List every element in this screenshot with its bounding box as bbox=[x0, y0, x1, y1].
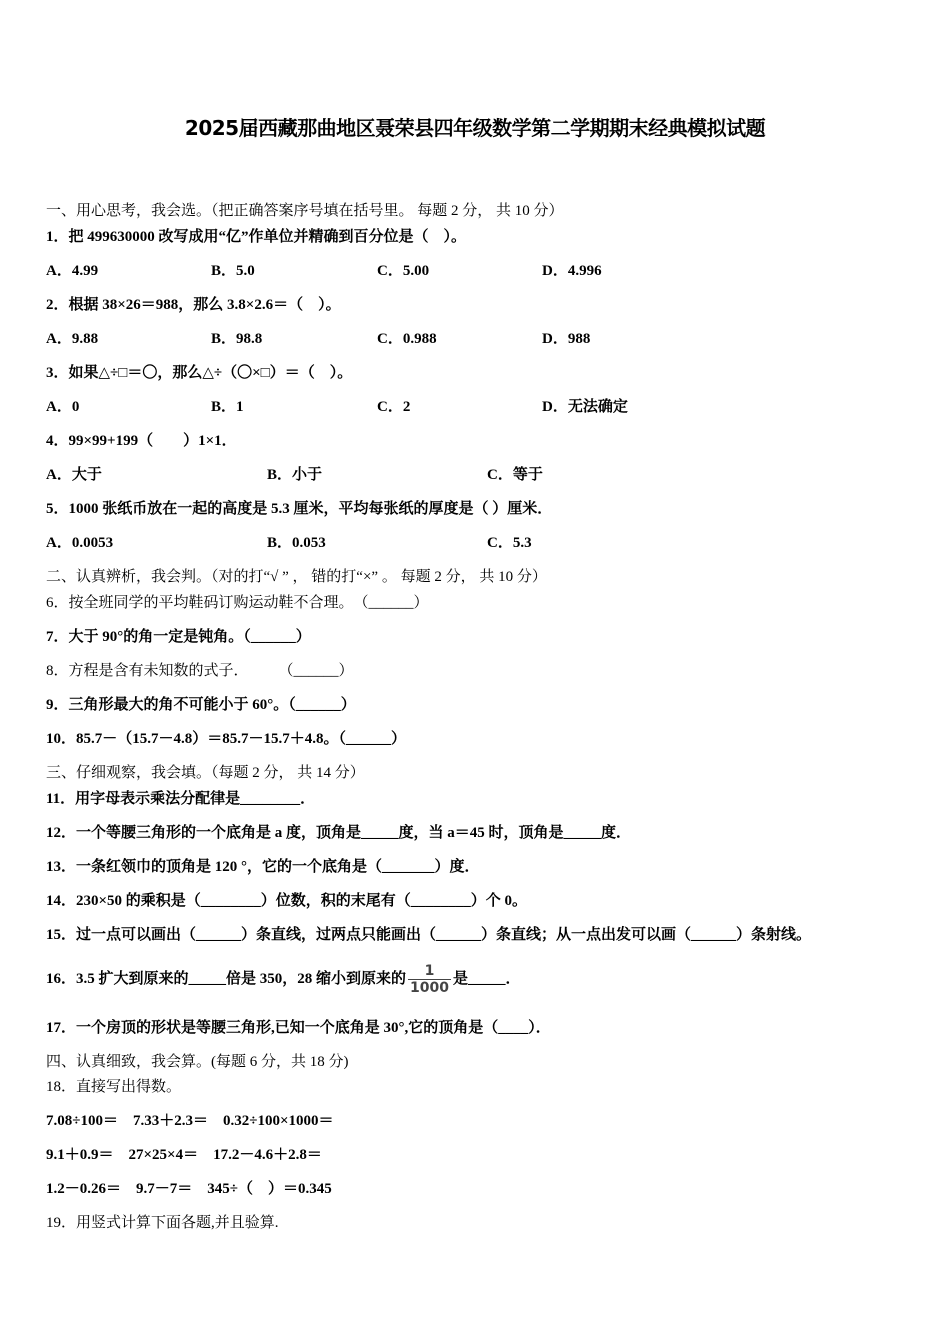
section-3-heading: 三、仔细观察，我会填。（每题 2 分， 共 14 分） bbox=[46, 765, 365, 781]
question-5: 5．1000 张纸币放在一起的高度是 5.3 厘米，平均每张纸的厚度是（ ）厘米． bbox=[46, 501, 553, 517]
question-16 bbox=[46, 961, 521, 997]
question-1: 1．把 499630000 改写成用“亿”作单位并精确到百分位是（ ）。 bbox=[46, 229, 467, 245]
question-7: 7．大于 90°的角一定是钝角。（______） bbox=[46, 629, 311, 645]
q2-option-c: C．0.988 bbox=[377, 331, 437, 347]
q1-option-c: C．5.00 bbox=[377, 263, 430, 279]
calc-row-3: 1.2－0.26＝ 9.7－7＝ 345÷（ ）＝0.345 bbox=[46, 1181, 332, 1197]
question-10: 10．85.7－（15.7－4.8）＝85.7－15.7＋4.8。（______） bbox=[46, 731, 407, 747]
q3-option-a: A．0 bbox=[46, 399, 80, 415]
question-4: 4．99×99+199（ ）1×1． bbox=[46, 433, 237, 449]
q2-option-b: B．98.8 bbox=[211, 331, 263, 347]
q5-option-a: A．0.0053 bbox=[46, 535, 114, 551]
calc-row-1: 7.08÷100＝ 7.33＋2.3＝ 0.32÷100×1000＝ bbox=[46, 1113, 334, 1129]
question-17: 17．一个房顶的形状是等腰三角形,已知一个底角是 30°,它的顶角是（____）． bbox=[46, 1020, 551, 1036]
question-9: 9．三角形最大的角不可能小于 60°。（______） bbox=[46, 697, 356, 713]
q5-option-c: C．5.3 bbox=[487, 535, 532, 551]
section-1-heading: 一、用心思考，我会选。（把正确答案序号填在括号里。 每题 2 分， 共 10 分） bbox=[46, 203, 564, 219]
fraction-numerator: 1 bbox=[408, 963, 451, 980]
q1-option-b: B．5.0 bbox=[211, 263, 255, 279]
section-2-heading: 二、认真辨析，我会判。（对的打“√ ” ， 错的打“×” 。 每题 2 分， 共 10 分） bbox=[46, 569, 547, 585]
question-12: 12．一个等腰三角形的一个底角是 a 度，顶角是_____度，当 a＝45 时，顶角是_____度． bbox=[46, 825, 632, 841]
q2-option-d: D．988 bbox=[542, 331, 591, 347]
q4-option-c: C．等于 bbox=[487, 467, 543, 483]
question-19: 19．用竖式计算下面各题,并且验算. bbox=[46, 1215, 279, 1231]
q2-option-a: A．9.88 bbox=[46, 331, 99, 347]
q4-option-b: B．小于 bbox=[267, 467, 323, 483]
question-13: 13．一条红领巾的顶角是 120 °，它的一个底角是（_______）度． bbox=[46, 859, 480, 875]
q5-option-b: B．0.053 bbox=[267, 535, 326, 551]
q4-option-a: A．大于 bbox=[46, 467, 102, 483]
question-8: 8．方程是含有未知数的式子． （______） bbox=[46, 663, 354, 679]
question-6: 6．按全班同学的平均鞋码订购运动鞋不合理。 （______） bbox=[46, 595, 429, 611]
q1-option-d: D．4.996 bbox=[542, 263, 602, 279]
q3-option-b: B．1 bbox=[211, 399, 244, 415]
section-4-heading: 四、认真细致，我会算。(每题 6 分，共 18 分) bbox=[46, 1054, 349, 1070]
question-15: 15．过一点可以画出（______）条直线，过两点只能画出（______）条直线；从一点出发可以画（______）条射线。 bbox=[46, 927, 812, 943]
q1-option-a: A．4.99 bbox=[46, 263, 99, 279]
q3-option-c: C．2 bbox=[377, 399, 411, 415]
question-11: 11．用字母表示乘法分配律是________． bbox=[46, 791, 316, 807]
question-2: 2．根据 38×26＝988，那么 3.8×2.6＝（ ）。 bbox=[46, 297, 341, 313]
calc-row-2: 9.1＋0.9＝ 27×25×4＝ 17.2－4.6＋2.8＝ bbox=[46, 1147, 322, 1163]
fraction-one-thousandth bbox=[408, 963, 451, 996]
page-title: 2025届西藏那曲地区聂荣县四年级数学第二学期期末经典模拟试题 bbox=[184, 116, 766, 140]
q3-option-d: D．无法确定 bbox=[542, 399, 628, 415]
question-3: 3．如果△÷□＝〇，那么△÷（〇×□）＝（ ）。 bbox=[46, 365, 353, 381]
question-18: 18．直接写出得数。 bbox=[46, 1079, 182, 1095]
q16-part1: 16．3.5 扩大到原来的_____倍是 350，28 缩小到原来的 bbox=[46, 971, 407, 987]
question-14: 14．230×50 的乘积是（________）位数，积的末尾有（________）个 0。 bbox=[46, 893, 528, 909]
q16-part2: 是_____． bbox=[452, 971, 521, 987]
fraction-denominator: 1000 bbox=[410, 980, 449, 997]
